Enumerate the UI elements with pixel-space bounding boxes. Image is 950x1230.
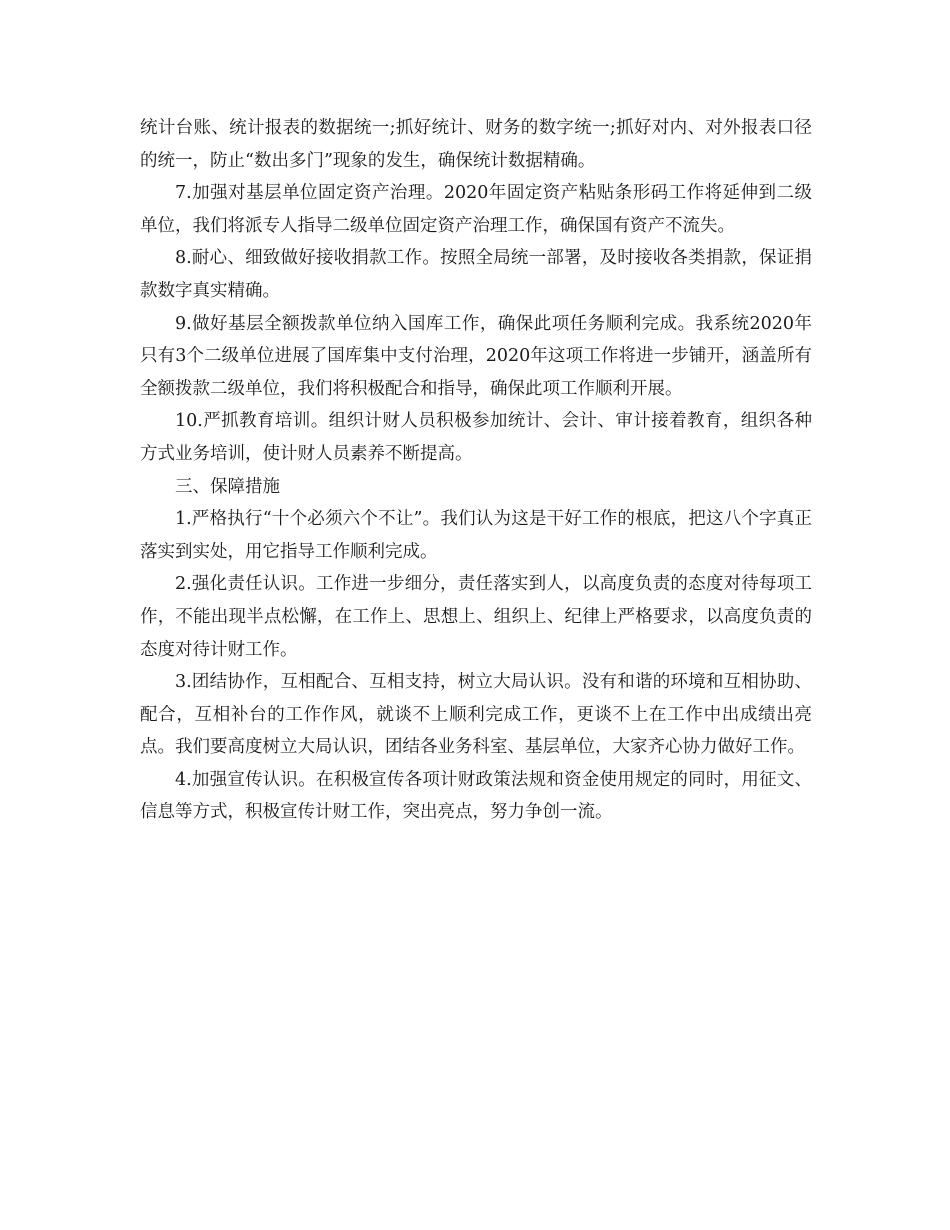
section-heading-safeguards: 三、保障措施	[175, 476, 280, 497]
paragraph-measure-2: 2.强化责任认识。工作进一步细分，责任落实到人，以高度负责的态度对待每项工作，不能出现半点松懈，在工作上、思想上、组织上、纪律上严格要求，以高度负责的态度对待计财工作。	[140, 574, 812, 660]
document-body	[140, 112, 812, 829]
paragraph-item-7: 7.加强对基层单位固定资产治理。2020年固定资产粘贴条形码工作将延伸到二级单位，我们将派专人指导二级单位固定资产治理工作，确保国有资产不流失。	[140, 183, 812, 236]
paragraph-measure-4: 4.加强宣传认识。在积极宣传各项计财政策法规和资金使用规定的同时，用征文、信息等方式，积极宣传计财工作，突出亮点，努力争创一流。	[140, 769, 812, 823]
paragraph-item-10: 10.严抓教育培训。组织计财人员积极参加统计、会计、审计接着教育，组织各种方式业务培训，使计财人员素养不断提高。	[140, 411, 812, 464]
paragraph-item-9: 9.做好基层全额拨款单位纳入国库工作，确保此项任务顺利完成。我系统2020年只有3个二级单位进展了国库集中支付治理，2020年这项工作将进一步铺开，涵盖所有全额拨款二级单位，我们将积极配合和指导，确保此项工作顺利开展。	[140, 313, 812, 399]
paragraph-measure-1: 1.严格执行“十个必须六个不让”。我们认为这是干好工作的根底，把这八个字真正落实到实处，用它指导工作顺利完成。	[140, 509, 812, 562]
paragraph-item-8: 8.耐心、细致做好接收捐款工作。按照全局统一部署，及时接收各类捐款，保证捐款数字真实精确。	[140, 248, 812, 301]
paragraph-measure-3: 3.团结协作，互相配合、互相支持，树立大局认识。没有和谐的环境和互相协助、配合，互相补台的工作作风，就谈不上顺利完成工作，更谈不上在工作中出成绩出亮点。我们要高度树立大局认识，团结各业务科室、基层单位，大家齐心协力做好工作。	[140, 672, 812, 758]
paragraph-continuation: 统计台账、统计报表的数据统一;抓好统计、财务的数字统一;抓好对内、对外报表口径的统一，防止“数出多门”现象的发生，确保统计数据精确。	[140, 118, 812, 171]
